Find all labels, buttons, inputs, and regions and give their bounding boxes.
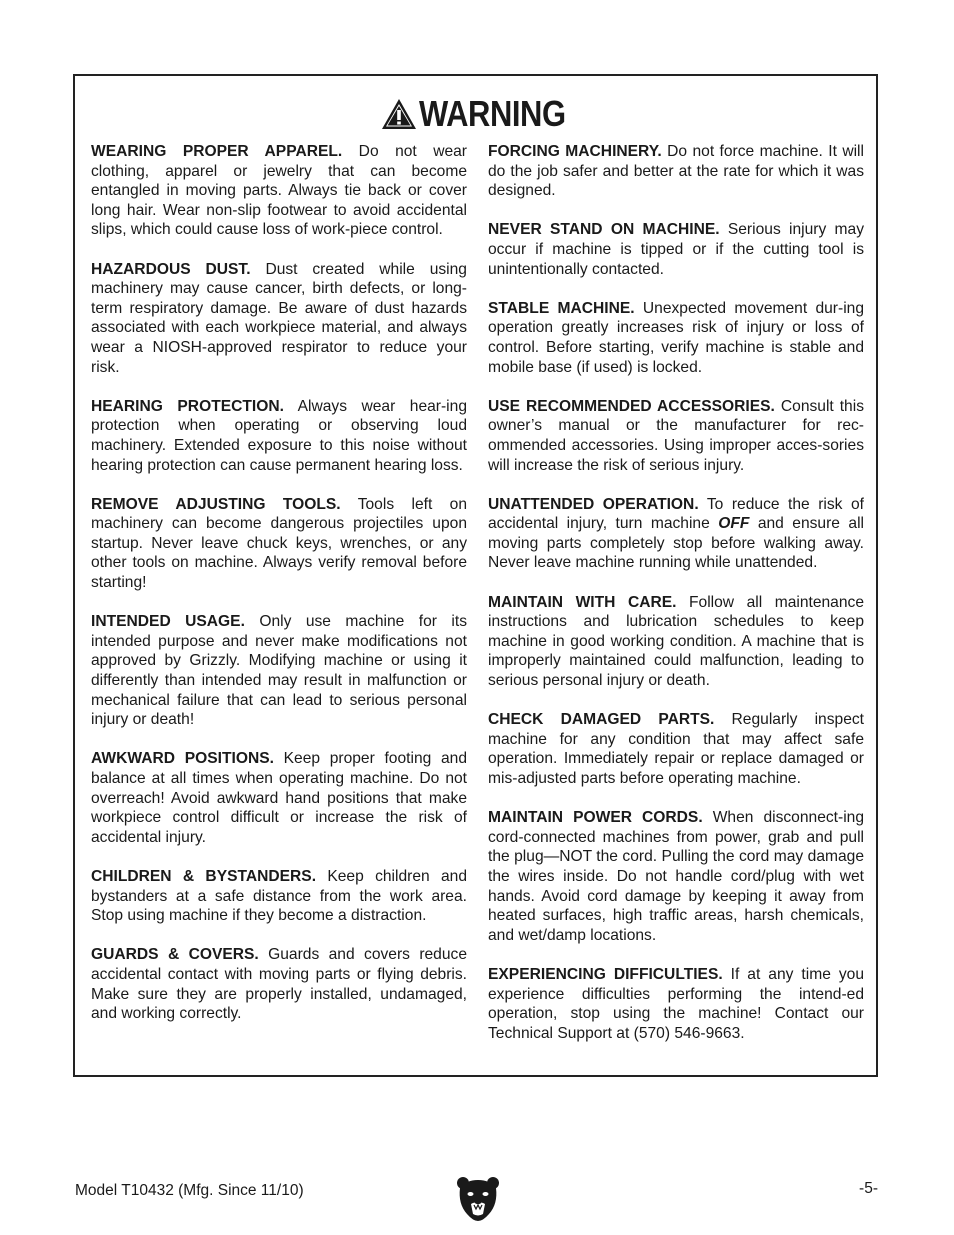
off-emphasis: OFF [718, 515, 750, 533]
safety-item-text: Regularly inspect machine for any condition that may affect safe operation. Immediately repair or replace damaged or mis-adjusted parts before operating machine. [488, 711, 864, 787]
safety-item [488, 710, 864, 788]
safety-item [91, 495, 467, 593]
safety-item-heading: INTENDED USAGE. [91, 613, 245, 631]
grizzly-bear-logo-icon [455, 1174, 501, 1222]
safety-item-heading: CHECK DAMAGED PARTS. [488, 711, 715, 729]
page-number: -5- [859, 1180, 878, 1197]
safety-item-heading: AWKWARD POSITIONS. [91, 750, 274, 768]
safety-item-text: Follow all maintenance instructions and lubrication schedules to keep machine in good working condition. A machine that is improperly maintained could malfunction, leading to serious personal injury or death. [488, 593, 864, 690]
safety-item-heading: UNATTENDED OPERATION. [488, 495, 699, 513]
safety-item-text: Keep children and bystanders at a safe distance from the work area. Stop using machine if they become a distraction. [91, 867, 467, 925]
safety-item-heading: WEARING PROPER APPAREL. [91, 143, 343, 160]
safety-item-text: Unexpected movement dur-ing operation greatly increases risk of injury or loss of control. Before starting, verify machine is stable and mobile base (if used) is locked. [488, 299, 865, 376]
safety-item-text: Serious injury may occur if machine is tipped or if the cutting tool is unintentionally contacted. [488, 221, 864, 278]
warning-header [75, 94, 876, 134]
left-column [91, 142, 467, 1043]
warning-triangle-icon [381, 98, 417, 130]
footer-model: Model T10432 (Mfg. Since 11/10) [75, 1182, 304, 1199]
safety-item-text: Do not force machine. It will do the job safer and better at the rate for which it was designed. [488, 143, 864, 200]
safety-item [488, 593, 864, 691]
safety-item-text: To reduce the risk of accidental injury, turn machine [488, 495, 864, 533]
safety-item-heading: NEVER STAND ON MACHINE. [488, 221, 720, 239]
safety-item-heading: MAINTAIN WITH CARE. [488, 593, 677, 611]
safety-item [488, 220, 864, 279]
safety-item-heading: REMOVE ADJUSTING TOOLS. [91, 495, 341, 513]
safety-item [91, 749, 467, 847]
safety-item [91, 867, 467, 926]
safety-item-text-cont: and ensure all moving parts completely stop before walking away. Never leave machine running while unattended. [488, 515, 865, 572]
safety-item-heading: STABLE MACHINE. [488, 299, 635, 317]
safety-item [488, 142, 864, 201]
safety-item-text: Dust created while using machinery may cause cancer, birth defects, or long-term respiratory damage. Be aware of dust hazards associated with each workpiece material, and always wear a NIOSH-approved respirator to reduce your risk. [91, 260, 467, 376]
safety-item-heading: EXPERIENCING DIFFICULTIES. [488, 965, 723, 983]
safety-item-heading: HEARING PROTECTION. [91, 397, 284, 415]
safety-item-heading: USE RECOMMENDED ACCESSORIES. [488, 397, 775, 415]
safety-item-text: Guards and covers reduce accidental contact with moving parts or flying debris. Make sure they are properly installed, undamaged, and working correctly. [91, 946, 467, 1023]
warning-box [73, 74, 878, 1077]
right-column [488, 142, 864, 1063]
safety-item-text: When disconnect-ing cord-connected machines from power, grab and pull the plug—NOT the cord. Pulling the cord may damage the wires inside. Do not handle cord/plug with wet hands. Avoid cord damage by keeping it away from heated surfaces, high traffic areas, harsh chemicals, and wet/damp locations. [488, 809, 864, 944]
safety-item-heading: CHILDREN & BYSTANDERS. [91, 867, 317, 885]
safety-item-text: Consult this owner’s manual or the manufacturer for rec-ommended accessories. Using improper acces-sories will increase the risk of serious injury. [488, 397, 864, 474]
safety-item-heading: MAINTAIN POWER CORDS. [488, 809, 703, 827]
safety-item [488, 808, 864, 945]
safety-item [488, 299, 864, 377]
safety-item [91, 945, 467, 1023]
safety-item [91, 260, 467, 378]
safety-item-heading: HAZARDOUS DUST. [91, 260, 251, 278]
safety-item-heading: FORCING MACHINERY. [488, 143, 662, 160]
safety-item [91, 142, 467, 240]
safety-item-heading: GUARDS & COVERS. [91, 946, 259, 964]
safety-item [91, 612, 467, 730]
safety-item-text: Only use machine for its intended purpose and never make modifications not approved by Grizzly. Modifying machine or using it differently than intended may result in malfunction or mechanical failure that can lead to serious personal injury or death! [91, 613, 467, 729]
safety-item-text: If at any time you experience difficulties performing the intend-ed operation, stop using the machine! Contact our Technical Support at (570) 546-9663. [488, 965, 864, 1042]
safety-item [488, 495, 864, 573]
safety-item-text: Always wear hear-ing protection when operating or observing loud machinery. Extended exposure to this noise without hearing protection can cause permanent hearing loss. [91, 397, 467, 474]
warning-title: WARNING [419, 93, 566, 134]
safety-item-text: Keep proper footing and balance at all times when operating machine. Do not overreach! Avoid awkward hand positions that make workpiece control difficult or increase the risk of accidental injury. [91, 750, 467, 846]
safety-item [91, 397, 467, 475]
safety-item-text: Tools left on machinery can become dangerous projectiles upon startup. Never leave chuck keys, wrenches, or any other tools on machine. Always verify removal before starting! [91, 495, 468, 592]
safety-item-text: Do not wear clothing, apparel or jewelry that can become entangled in moving parts. Always tie back or cover long hair. Wear non-slip footwear to avoid accidental slips, which could cause loss of work-piece control. [91, 143, 467, 239]
safety-item [488, 397, 864, 475]
safety-item [488, 965, 864, 1043]
